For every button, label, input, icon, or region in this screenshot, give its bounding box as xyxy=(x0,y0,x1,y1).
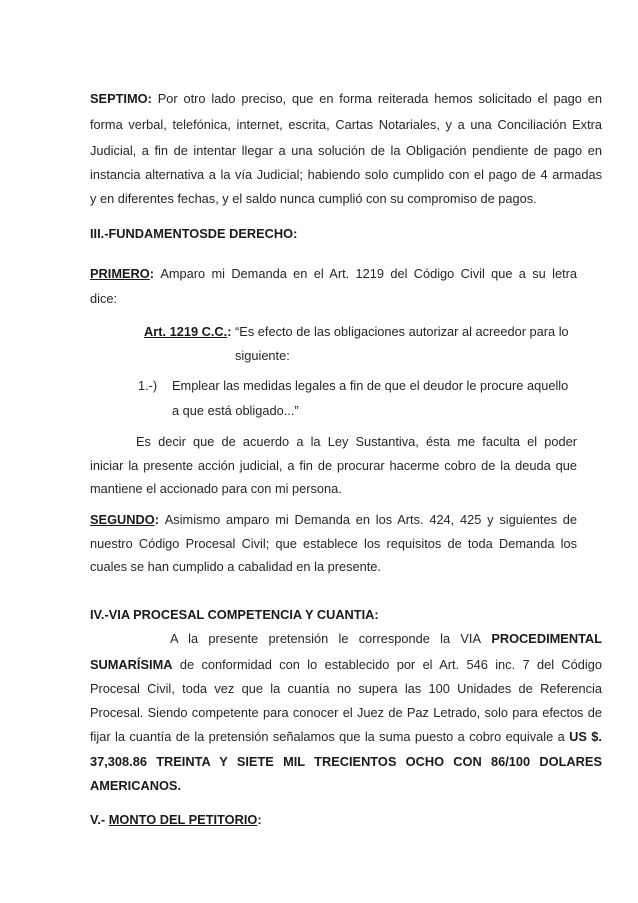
septimo-line-2: forma verbal, telefónica, internet, escrita, Cartas Notariales, y a una Conciliación Extra xyxy=(90,117,602,132)
section-4-text-1b: PROCEDIMENTAL xyxy=(491,631,602,646)
segundo-line-3: cuales se han cumplido a cabalidad en la presente. xyxy=(90,559,381,574)
section-3-heading: III.-FUNDAMENTOSDE DERECHO: xyxy=(90,226,298,241)
septimo-line-3: Judicial, a fin de intentar llegar a una solución de la Obligación pendiente de pago en xyxy=(90,143,602,158)
section-4-line-5 xyxy=(90,729,602,745)
septimo-label: SEPTIMO: xyxy=(90,91,152,106)
section-4-line-3: Procesal Civil, toda vez que la cuantía no supera las 100 Unidades de Referencia xyxy=(90,681,602,696)
primero-colon: : xyxy=(149,266,154,281)
section-4-line-7: AMERICANOS. xyxy=(90,778,182,793)
primero-paragraph-line-1: Es decir que de acuerdo a la Ley Sustantiva, ésta me faculta el poder xyxy=(136,434,577,449)
section-5-heading xyxy=(90,812,262,828)
quote-line-2: siguiente: xyxy=(235,348,290,363)
section-4-heading: IV.-VIA PROCESAL COMPETENCIA Y CUANTIA: xyxy=(90,607,379,622)
segundo-text-1: Asimismo amparo mi Demanda en los Arts. 424, 425 y siguientes de xyxy=(164,512,577,527)
quote-article-ref: Art. 1219 C.C. xyxy=(144,324,228,339)
section-5-title: MONTO DEL PETITORIO xyxy=(108,812,258,827)
section-4-text-5a: fijar la cuantía de la pretensión señalamos que la suma puesto a cobro equivale a xyxy=(90,729,565,744)
section-4-line-4: Procesal. Siendo competente para conocer el Juez de Paz Letrado, solo para efectos de xyxy=(90,705,602,720)
quote-text-1: “Es efecto de las obligaciones autorizar al acreedor para lo xyxy=(235,324,569,339)
segundo-line-2: nuestro Código Procesal Civil; que establece los requisitos de toda Demanda los xyxy=(90,536,577,551)
primero-line-1 xyxy=(90,266,577,282)
septimo-line-4: instancia alternativa a la vía Judicial; habiendo solo cumplido con el pago de 4 armadas xyxy=(90,167,602,182)
segundo-colon: : xyxy=(154,512,159,527)
quote-colon: : xyxy=(227,324,232,339)
item-line-1: Emplear las medidas legales a fin de que el deudor le procure aquello xyxy=(172,378,569,393)
primero-text-1: Amparo mi Demanda en el Art. 1219 del Código Civil que a su letra xyxy=(160,266,577,281)
section-5-prefix: V.- xyxy=(90,812,106,827)
septimo-line-5: y en diferentes fechas, y el saldo nunca cumplió con su compromiso de pagos. xyxy=(90,191,537,206)
item-number: 1.-) xyxy=(138,378,158,393)
septimo-line-1 xyxy=(90,91,602,107)
section-4-text-5b: US $. xyxy=(569,729,602,744)
segundo-line-1 xyxy=(90,512,577,528)
section-4-text-1a: A la presente pretensión le corresponde la VIA xyxy=(170,631,482,646)
septimo-text-1: Por otro lado preciso, que en forma reiterada hemos solicitado el pago en xyxy=(157,91,602,106)
section-4-line-1 xyxy=(170,631,602,647)
primero-paragraph-line-3: mantiene el accionado para con mi persona. xyxy=(90,481,342,496)
primero-label: PRIMERO xyxy=(90,266,150,281)
section-4-text-2a: SUMARÍSIMA xyxy=(90,657,173,672)
quote-line-1 xyxy=(144,324,569,340)
section-4-line-6: 37,308.86 TREINTA Y SIETE MIL TRECIENTOS OCHO CON 86/100 DOLARES xyxy=(90,754,602,769)
primero-line-2: dice: xyxy=(90,291,118,306)
primero-paragraph-line-2: iniciar la presente acción judicial, a fin de procurar hacerme cobro de la deuda que xyxy=(90,458,577,473)
section-5-colon: : xyxy=(257,812,262,827)
section-4-line-2 xyxy=(90,657,602,673)
item-line-2: a que está obligado...” xyxy=(172,403,299,418)
segundo-label: SEGUNDO xyxy=(90,512,155,527)
section-4-text-2b: de conformidad con lo establecido por el Art. 546 inc. 7 del Código xyxy=(179,657,602,672)
